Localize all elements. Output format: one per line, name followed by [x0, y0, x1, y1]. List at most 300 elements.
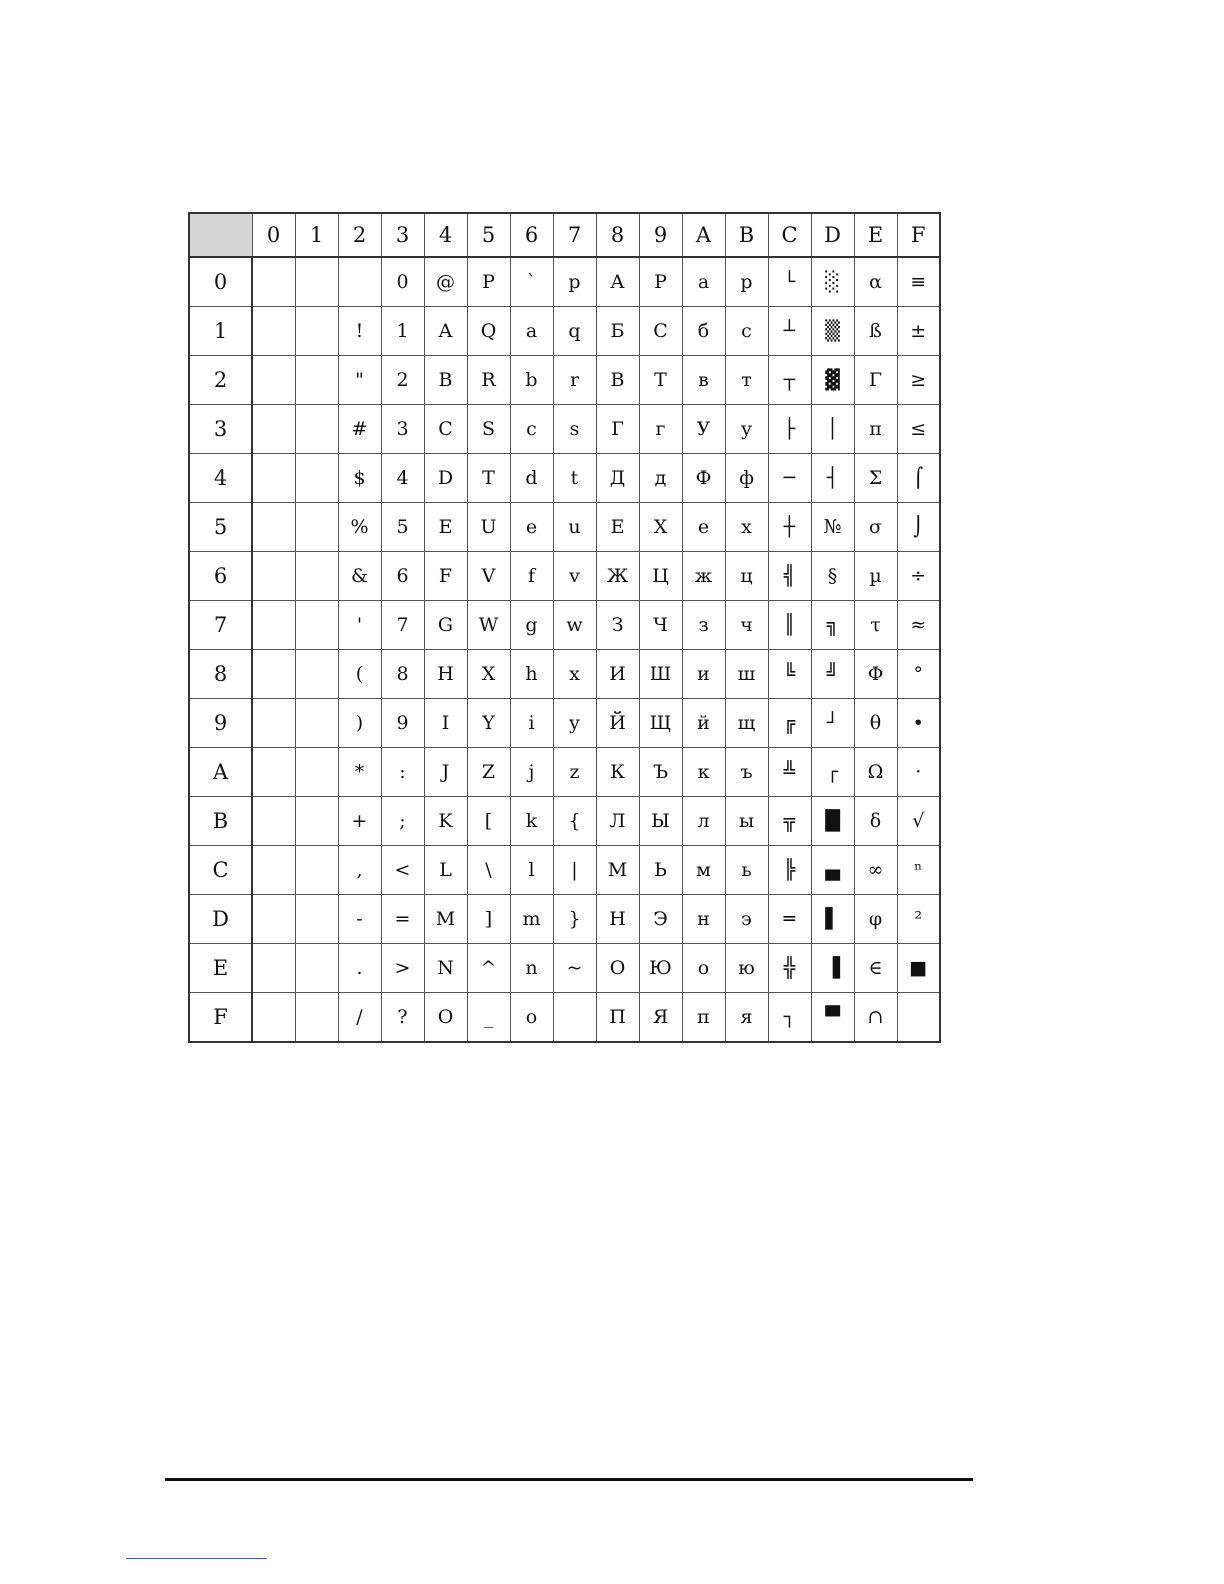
table-cell — [553, 993, 596, 1043]
table-cell: % — [338, 503, 381, 552]
column-header: D — [811, 213, 854, 257]
table-cell: ▓ — [811, 356, 854, 405]
table-cell: ═ — [768, 895, 811, 944]
table-cell: 1 — [381, 307, 424, 356]
table-cell: ≥ — [897, 356, 940, 405]
table-cell: ² — [897, 895, 940, 944]
table-cell: ъ — [725, 748, 768, 797]
column-header: 1 — [295, 213, 338, 257]
column-header: 7 — [553, 213, 596, 257]
table-row — [189, 552, 940, 601]
table-cell: ] — [467, 895, 510, 944]
table-cell: O — [424, 993, 467, 1043]
table-cell: Γ — [854, 356, 897, 405]
table-cell: ┬ — [768, 356, 811, 405]
table-cell: π — [854, 405, 897, 454]
table-cell: ? — [381, 993, 424, 1043]
table-cell: ╝ — [811, 650, 854, 699]
table-cell: Y — [467, 699, 510, 748]
table-cell: Ч — [639, 601, 682, 650]
table-cell: Ш — [639, 650, 682, 699]
table-cell: н — [682, 895, 725, 944]
table-cell: И — [596, 650, 639, 699]
table-cell: Д — [596, 454, 639, 503]
table-cell: √ — [897, 797, 940, 846]
table-cell: ■ — [897, 944, 940, 993]
table-cell: B — [424, 356, 467, 405]
table-cell: L — [424, 846, 467, 895]
table-cell: ∞ — [854, 846, 897, 895]
table-cell: С — [639, 307, 682, 356]
table-cell: щ — [725, 699, 768, 748]
table-cell: A — [424, 307, 467, 356]
table-cell: у — [725, 405, 768, 454]
table-cell: z — [553, 748, 596, 797]
table-cell: J — [424, 748, 467, 797]
row-header: F — [189, 993, 252, 1043]
table-cell: ║ — [768, 601, 811, 650]
table-cell: p — [553, 257, 596, 307]
table-cell: / — [338, 993, 381, 1043]
table-cell: o — [510, 993, 553, 1043]
table-cell: Ц — [639, 552, 682, 601]
table-cell: з — [682, 601, 725, 650]
table-cell: ч — [725, 601, 768, 650]
row-header: 4 — [189, 454, 252, 503]
table-cell: ⌠ — [897, 454, 940, 503]
table-cell: ╩ — [768, 748, 811, 797]
table-cell: ∈ — [854, 944, 897, 993]
table-cell: α — [854, 257, 897, 307]
table-cell: r — [553, 356, 596, 405]
table-cell: P — [467, 257, 510, 307]
corner-cell — [189, 213, 252, 257]
table-cell: K — [424, 797, 467, 846]
table-cell — [295, 405, 338, 454]
table-cell — [252, 601, 295, 650]
table-cell: 6 — [381, 552, 424, 601]
row-header: D — [189, 895, 252, 944]
table-cell — [295, 797, 338, 846]
table-cell: · — [897, 748, 940, 797]
table-cell: Н — [596, 895, 639, 944]
table-cell: Т — [639, 356, 682, 405]
table-cell: а — [682, 257, 725, 307]
table-cell: σ — [854, 503, 897, 552]
table-cell: U — [467, 503, 510, 552]
table-cell: k — [510, 797, 553, 846]
row-header: 8 — [189, 650, 252, 699]
table-cell: В — [596, 356, 639, 405]
table-cell: x — [553, 650, 596, 699]
table-cell — [252, 650, 295, 699]
table-cell: V — [467, 552, 510, 601]
table-cell: ß — [854, 307, 897, 356]
column-header: C — [768, 213, 811, 257]
table-cell: ° — [897, 650, 940, 699]
table-cell: [ — [467, 797, 510, 846]
table-cell: Р — [639, 257, 682, 307]
table-cell: П — [596, 993, 639, 1043]
table-row — [189, 699, 940, 748]
table-cell: ≤ — [897, 405, 940, 454]
table-cell: с — [725, 307, 768, 356]
table-cell — [252, 307, 295, 356]
table-cell: ╔ — [768, 699, 811, 748]
table-cell: ⁿ — [897, 846, 940, 895]
column-header: 2 — [338, 213, 381, 257]
table-row — [189, 257, 940, 307]
table-cell: " — [338, 356, 381, 405]
table-cell: _ — [467, 993, 510, 1043]
table-cell — [295, 356, 338, 405]
table-cell: ⌡ — [897, 503, 940, 552]
table-cell: H — [424, 650, 467, 699]
row-header: 5 — [189, 503, 252, 552]
table-cell: S — [467, 405, 510, 454]
table-cell: ~ — [553, 944, 596, 993]
table-cell — [897, 993, 940, 1043]
table-cell: м — [682, 846, 725, 895]
table-cell: g — [510, 601, 553, 650]
table-cell: б — [682, 307, 725, 356]
table-cell — [295, 748, 338, 797]
table-cell: \ — [467, 846, 510, 895]
table-cell: Σ — [854, 454, 897, 503]
table-cell: • — [897, 699, 940, 748]
table-cell: 7 — [381, 601, 424, 650]
column-header: B — [725, 213, 768, 257]
table-cell: b — [510, 356, 553, 405]
row-header: C — [189, 846, 252, 895]
table-cell: W — [467, 601, 510, 650]
table-cell: г — [639, 405, 682, 454]
table-cell — [295, 552, 338, 601]
table-cell — [252, 405, 295, 454]
table-cell: ± — [897, 307, 940, 356]
table-cell: й — [682, 699, 725, 748]
table-cell: h — [510, 650, 553, 699]
table-cell: q — [553, 307, 596, 356]
table-row — [189, 846, 940, 895]
table-cell: D — [424, 454, 467, 503]
table-cell: - — [338, 895, 381, 944]
table-cell: Ж — [596, 552, 639, 601]
table-cell — [252, 699, 295, 748]
table-cell: ^ — [467, 944, 510, 993]
table-cell: ж — [682, 552, 725, 601]
table-cell: # — [338, 405, 381, 454]
table-cell: Ы — [639, 797, 682, 846]
table-cell: и — [682, 650, 725, 699]
table-cell: ╠ — [768, 846, 811, 895]
table-cell: e — [510, 503, 553, 552]
table-cell: G — [424, 601, 467, 650]
table-cell — [295, 503, 338, 552]
table-cell: d — [510, 454, 553, 503]
table-cell: R — [467, 356, 510, 405]
table-row — [189, 797, 940, 846]
table-cell: Г — [596, 405, 639, 454]
table-row — [189, 405, 940, 454]
table-cell: * — [338, 748, 381, 797]
table-cell: s — [553, 405, 596, 454]
table-cell — [295, 257, 338, 307]
table-cell: a — [510, 307, 553, 356]
table-cell: t — [553, 454, 596, 503]
table-cell: : — [381, 748, 424, 797]
table-cell: Б — [596, 307, 639, 356]
table-cell: M — [424, 895, 467, 944]
table-cell: + — [338, 797, 381, 846]
table-cell: о — [682, 944, 725, 993]
table-cell: ─ — [768, 454, 811, 503]
table-row — [189, 650, 940, 699]
table-cell: 5 — [381, 503, 424, 552]
table-cell: ┴ — [768, 307, 811, 356]
table-cell: T — [467, 454, 510, 503]
table-cell: ∩ — [854, 993, 897, 1043]
table-cell — [295, 454, 338, 503]
table-cell — [252, 846, 295, 895]
table-cell — [252, 552, 295, 601]
table-cell: | — [553, 846, 596, 895]
row-header: 3 — [189, 405, 252, 454]
table-cell: я — [725, 993, 768, 1043]
table-cell: = — [381, 895, 424, 944]
table-cell: v — [553, 552, 596, 601]
table-cell: ≡ — [897, 257, 940, 307]
column-header: 3 — [381, 213, 424, 257]
character-code-table — [188, 212, 941, 1043]
table-cell: ╚ — [768, 650, 811, 699]
table-cell: Й — [596, 699, 639, 748]
table-cell: w — [553, 601, 596, 650]
table-cell: φ — [854, 895, 897, 944]
table-cell: j — [510, 748, 553, 797]
table-cell: ┤ — [811, 454, 854, 503]
row-header: 6 — [189, 552, 252, 601]
table-cell — [295, 944, 338, 993]
table-cell: Ю — [639, 944, 682, 993]
table-cell: к — [682, 748, 725, 797]
column-header: 8 — [596, 213, 639, 257]
table-cell: , — [338, 846, 381, 895]
table-cell: f — [510, 552, 553, 601]
table-cell — [338, 257, 381, 307]
table-cell: Q — [467, 307, 510, 356]
column-header: 5 — [467, 213, 510, 257]
table-cell: ) — [338, 699, 381, 748]
table-cell: τ — [854, 601, 897, 650]
table-row — [189, 993, 940, 1043]
table-cell: 0 — [381, 257, 424, 307]
table-cell: А — [596, 257, 639, 307]
table-cell: █ — [811, 797, 854, 846]
table-row — [189, 944, 940, 993]
footnote-rule — [126, 1558, 267, 1559]
table-cell: $ — [338, 454, 381, 503]
table-cell: ▐ — [811, 944, 854, 993]
table-cell: Φ — [854, 650, 897, 699]
table-cell — [252, 895, 295, 944]
table-cell: ÷ — [897, 552, 940, 601]
table-cell: ┐ — [768, 993, 811, 1043]
table-cell: О — [596, 944, 639, 993]
row-header: E — [189, 944, 252, 993]
table-row — [189, 454, 940, 503]
table-cell: m — [510, 895, 553, 944]
table-cell: ц — [725, 552, 768, 601]
table-cell: ≈ — [897, 601, 940, 650]
table-cell: & — [338, 552, 381, 601]
row-header: A — [189, 748, 252, 797]
table-cell: Z — [467, 748, 510, 797]
table-cell: δ — [854, 797, 897, 846]
table-cell — [252, 993, 295, 1043]
table-cell: Ъ — [639, 748, 682, 797]
table-row — [189, 895, 940, 944]
table-cell: ╬ — [768, 944, 811, 993]
table-cell: 2 — [381, 356, 424, 405]
table-cell: К — [596, 748, 639, 797]
table-cell: { — [553, 797, 596, 846]
table-cell — [295, 895, 338, 944]
table-cell: ш — [725, 650, 768, 699]
table-cell: Ф — [682, 454, 725, 503]
column-header: A — [682, 213, 725, 257]
table-cell — [295, 307, 338, 356]
table-cell — [252, 748, 295, 797]
table-cell: ( — [338, 650, 381, 699]
table-cell: 4 — [381, 454, 424, 503]
table-cell: ю — [725, 944, 768, 993]
table-cell: ` — [510, 257, 553, 307]
row-header: 0 — [189, 257, 252, 307]
page-bottom-rule — [165, 1478, 973, 1481]
table-row — [189, 503, 940, 552]
table-cell: е — [682, 503, 725, 552]
table-row — [189, 601, 940, 650]
table-cell — [252, 356, 295, 405]
table-cell: ы — [725, 797, 768, 846]
table-cell: э — [725, 895, 768, 944]
table-cell: @ — [424, 257, 467, 307]
table-row — [189, 356, 940, 405]
table-cell — [252, 944, 295, 993]
table-cell — [295, 993, 338, 1043]
table-cell: № — [811, 503, 854, 552]
table-cell — [295, 699, 338, 748]
table-cell: ▒ — [811, 307, 854, 356]
row-header: B — [189, 797, 252, 846]
table-cell: ┌ — [811, 748, 854, 797]
table-cell: C — [424, 405, 467, 454]
table-cell: х — [725, 503, 768, 552]
table-cell: ╗ — [811, 601, 854, 650]
table-cell: ┘ — [811, 699, 854, 748]
table-cell: E — [424, 503, 467, 552]
row-header: 7 — [189, 601, 252, 650]
table-cell: Ь — [639, 846, 682, 895]
table-cell: Э — [639, 895, 682, 944]
table-cell: § — [811, 552, 854, 601]
table-cell: ф — [725, 454, 768, 503]
table-cell: Ω — [854, 748, 897, 797]
table-cell: л — [682, 797, 725, 846]
table-cell: N — [424, 944, 467, 993]
table-cell — [252, 797, 295, 846]
column-header: 9 — [639, 213, 682, 257]
table-cell: y — [553, 699, 596, 748]
table-cell: l — [510, 846, 553, 895]
table-cell: } — [553, 895, 596, 944]
table-cell — [295, 846, 338, 895]
table-cell: З — [596, 601, 639, 650]
table-cell: ╦ — [768, 797, 811, 846]
table-cell — [252, 503, 295, 552]
table-cell: i — [510, 699, 553, 748]
column-header: 4 — [424, 213, 467, 257]
row-header: 9 — [189, 699, 252, 748]
table-cell: Х — [639, 503, 682, 552]
table-cell: У — [682, 405, 725, 454]
table-cell: ├ — [768, 405, 811, 454]
table-cell: ╣ — [768, 552, 811, 601]
table-cell: µ — [854, 552, 897, 601]
table-cell: ▄ — [811, 846, 854, 895]
table-cell — [252, 257, 295, 307]
table-cell: в — [682, 356, 725, 405]
column-header: 0 — [252, 213, 295, 257]
table-cell: θ — [854, 699, 897, 748]
column-header: 6 — [510, 213, 553, 257]
table-cell: F — [424, 552, 467, 601]
table-cell: ! — [338, 307, 381, 356]
table-cell: u — [553, 503, 596, 552]
table-cell: ; — [381, 797, 424, 846]
table-cell: р — [725, 257, 768, 307]
table-cell: 3 — [381, 405, 424, 454]
table-cell: т — [725, 356, 768, 405]
table-cell: Я — [639, 993, 682, 1043]
table-cell — [295, 601, 338, 650]
table-cell: < — [381, 846, 424, 895]
table-cell: ' — [338, 601, 381, 650]
table-row — [189, 748, 940, 797]
column-header: E — [854, 213, 897, 257]
row-header: 1 — [189, 307, 252, 356]
table-cell: ▀ — [811, 993, 854, 1043]
table-cell: ▌ — [811, 895, 854, 944]
row-header: 2 — [189, 356, 252, 405]
table-cell: I — [424, 699, 467, 748]
table-cell: ┼ — [768, 503, 811, 552]
column-header-row — [189, 213, 940, 257]
column-header: F — [897, 213, 940, 257]
table-cell — [295, 650, 338, 699]
table-cell: 8 — [381, 650, 424, 699]
table-cell: 9 — [381, 699, 424, 748]
table-cell: │ — [811, 405, 854, 454]
table-cell: n — [510, 944, 553, 993]
table-cell: Л — [596, 797, 639, 846]
table-cell — [252, 454, 295, 503]
table-cell: c — [510, 405, 553, 454]
table-cell: X — [467, 650, 510, 699]
table-cell: . — [338, 944, 381, 993]
table-cell: ░ — [811, 257, 854, 307]
